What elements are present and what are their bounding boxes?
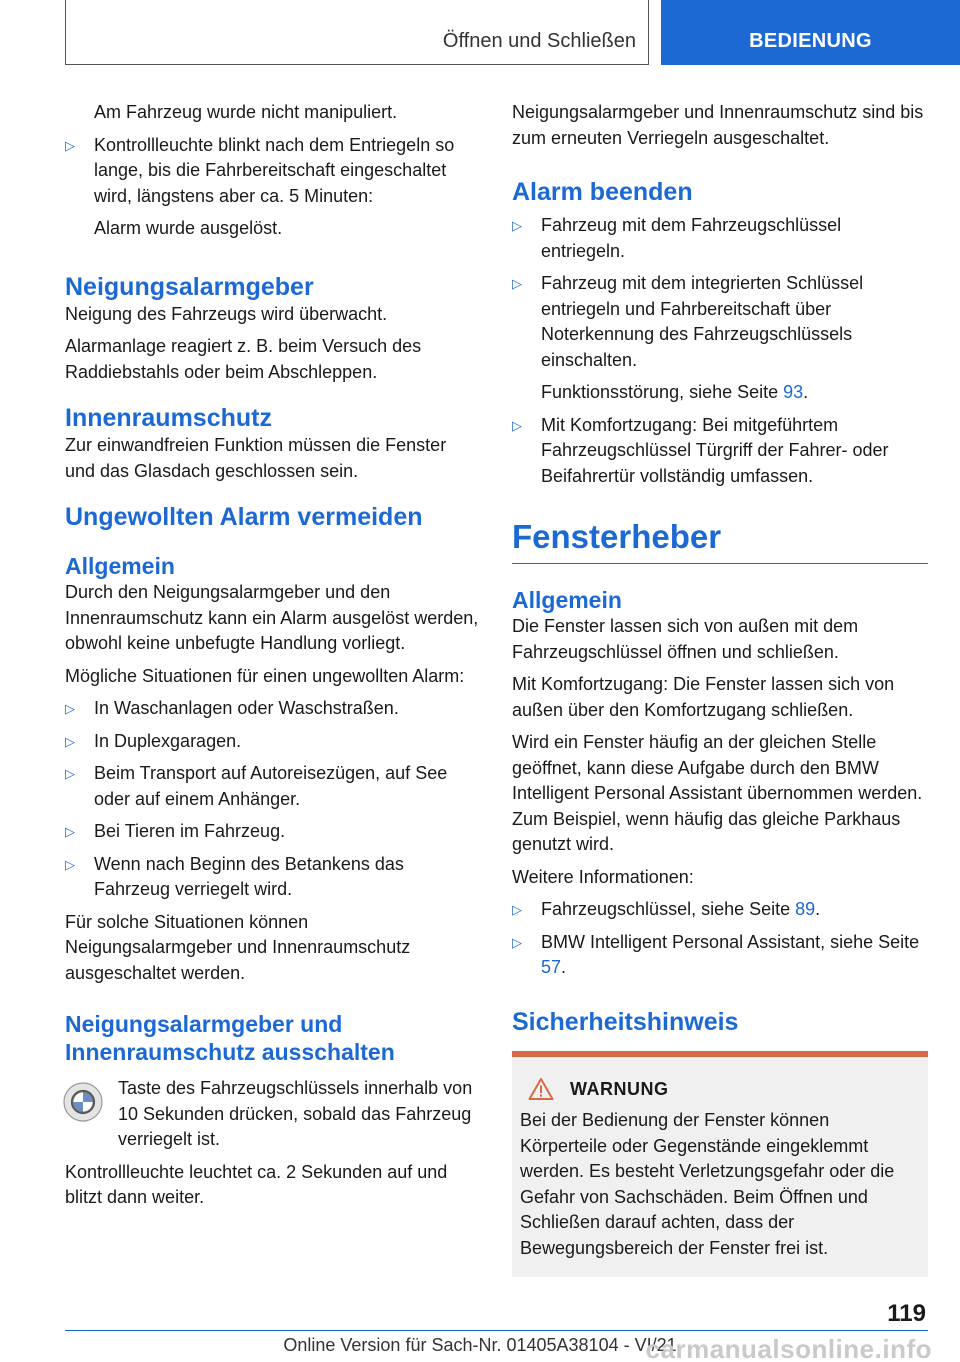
- paragraph: Mit Komfortzugang: Die Fenster lassen sich von außen über den Komfortzugang schließen.: [512, 674, 895, 720]
- list-item-text: Fahrzeugschlüssel, siehe Seite: [541, 899, 796, 919]
- paragraph: Am Fahrzeug wurde nicht manipuliert.: [94, 102, 398, 122]
- paragraph: Neigungsalarmgeber und Innenraumschutz sind bis zum erneuten Verriegeln ausgeschaltet.: [512, 102, 924, 148]
- more-info-list: [512, 897, 928, 981]
- heading-interior-protection: Innenraumschutz: [65, 404, 272, 432]
- triangle-bullet-icon: ▷: [512, 417, 522, 433]
- triangle-bullet-icon: ▷: [512, 218, 522, 233]
- paragraph: Zur einwandfreien Funktion müssen die Fenster und das Glasdach geschlossen sein.: [65, 435, 447, 481]
- heading-end-alarm: Alarm beenden: [512, 178, 693, 206]
- triangle-bullet-icon: ▷: [65, 137, 75, 153]
- page-link-93[interactable]: 93: [783, 382, 804, 402]
- triangle-bullet-icon: ▷: [65, 856, 75, 872]
- list-item: [512, 930, 928, 981]
- list-item-text: Mit Komfortzugang: Bei mitgeführtem Fahrzeugschlüssel Türgriff der Fahrer- oder Beifahrertür vollständig umfassen.: [541, 414, 889, 486]
- page-link-57[interactable]: 57: [541, 957, 562, 977]
- paragraph: Durch den Neigungsalarmgeber und den Innenraumschutz kann ein Alarm ausgelöst werden, obwohl keine unbefugte Handlung vorliegt.: [65, 582, 479, 653]
- paragraph: Weitere Informationen:: [512, 866, 694, 887]
- right-column: [512, 100, 928, 1277]
- heading-deactivate: Neigungsalarmgeber und Innenraumschutz ausschalten: [65, 1011, 395, 1065]
- triangle-bullet-icon: ▷: [512, 934, 522, 950]
- footer-online-version: Online Version für Sach-Nr. 01405A38104 - VI/21: [283, 1335, 677, 1355]
- heading-avoid-unwanted-alarm: Ungewollten Alarm vermeiden: [65, 503, 423, 531]
- warning-text: Bei der Bedienung der Fenster können Körperteile oder Gegenstände eingeklemmt werden. Es besteht Verletzungsgefahr oder die Gefahr von Sachschäden. Beim Öffnen und Schließen darauf achten, dass der Bewegungsbereich der Fenster frei ist.: [520, 1110, 895, 1258]
- heading-tilt-alarm: Neigungsalarmgeber: [65, 272, 314, 301]
- chapter-title: Öffnen und Schließen: [442, 30, 636, 52]
- header-frame: [65, 0, 649, 65]
- paragraph: Taste des Fahrzeugschlüssels innerhalb von 10 Sekunden drücken, sobald das Fahrzeug verriegelt ist.: [118, 1078, 473, 1149]
- list-item-text: Wenn nach Beginn des Betankens das Fahrzeug verriegelt wird.: [94, 853, 404, 899]
- list-item: [65, 852, 480, 903]
- end-alarm-list: [512, 213, 928, 489]
- list-item-text: In Duplexgaragen.: [94, 730, 242, 751]
- page-link-89[interactable]: 89: [795, 899, 816, 919]
- list-item-text: Kontrollleuchte blinkt nach dem Entriegeln so lange, bis die Fahrbereitschaft eingeschaltet wird, längstens aber ca. 5 Minuten:: [94, 134, 455, 206]
- heading-safety-note: Sicherheitshinweis: [512, 1007, 739, 1036]
- paragraph: Für solche Situationen können Neigungsalarmgeber und Innenraumschutz ausgeschaltet werden.: [65, 911, 411, 983]
- left-column: [65, 100, 480, 1218]
- paragraph: Kontrollleuchte leuchtet ca. 2 Sekunden auf und blitzt dann weiter.: [65, 1161, 448, 1207]
- heading-general: Allgemein: [65, 553, 175, 579]
- list-item: [512, 897, 928, 923]
- paragraph: Alarm wurde ausgelöst.: [94, 218, 283, 238]
- paragraph: Alarmanlage reagiert z. B. beim Versuch des Raddiebstahls oder beim Abschleppen.: [65, 336, 422, 382]
- heading-general: Allgemein: [512, 587, 622, 613]
- section-tab[interactable]: [661, 0, 960, 65]
- triangle-bullet-icon: ▷: [512, 902, 522, 917]
- period: .: [561, 957, 567, 977]
- triangle-bullet-icon: ▷: [65, 701, 75, 716]
- cross-reference-text: Funktionsstörung, siehe Seite: [541, 382, 784, 402]
- paragraph: Wird ein Fenster häufig an der gleichen Stelle geöffnet, kann diese Aufgabe durch den BMW Intelligent Personal Assistant übernommen werden. Zum Beispiel, wenn häufig das gleiche Parkhaus genutzt wird.: [512, 732, 923, 854]
- triangle-bullet-icon: ▷: [65, 824, 75, 839]
- list-item: [512, 413, 928, 490]
- list-item: [65, 696, 480, 722]
- bmw-key-button-icon: [63, 1082, 103, 1122]
- section-tab-label: BEDIENUNG: [749, 30, 872, 52]
- watermark: carmanualsonline.info: [645, 1334, 932, 1362]
- list-item-text: In Waschanlagen oder Waschstraßen.: [94, 698, 399, 718]
- list-item-text: Fahrzeug mit dem Fahrzeugschlüssel entriegeln.: [541, 215, 842, 261]
- cross-reference: [541, 380, 928, 406]
- list-item: [65, 761, 480, 812]
- footer-divider: [65, 1330, 928, 1331]
- heading-window-lifters: Fensterheber: [512, 517, 928, 564]
- period: .: [803, 382, 809, 402]
- list-item: [65, 819, 480, 845]
- paragraph: Neigung des Fahrzeugs wird überwacht.: [65, 303, 388, 324]
- triangle-bullet-icon: ▷: [65, 733, 75, 749]
- list-item: [65, 729, 480, 755]
- warning-header: [520, 1077, 920, 1103]
- paragraph: Die Fenster lassen sich von außen mit dem Fahrzeugschlüssel öffnen und schließen.: [512, 616, 859, 662]
- warning-box: [512, 1051, 928, 1278]
- page-number: 119: [887, 1300, 926, 1327]
- paragraph: Mögliche Situationen für einen ungewollten Alarm:: [65, 665, 465, 686]
- list-item: [65, 133, 480, 242]
- list-item-text: Bei Tieren im Fahrzeug.: [94, 821, 286, 841]
- triangle-bullet-icon: ▷: [512, 276, 522, 291]
- situations-list: [65, 696, 480, 903]
- key-instruction: [65, 1076, 480, 1153]
- warning-title: WARNUNG: [570, 1078, 669, 1099]
- list-item-text: Beim Transport auf Autoreisezügen, auf See oder auf einem Anhänger.: [94, 763, 448, 809]
- list-item: [512, 271, 928, 406]
- bullet-list: [65, 133, 480, 242]
- triangle-bullet-icon: ▷: [65, 766, 75, 781]
- warning-triangle-icon: [528, 1077, 554, 1101]
- period: .: [815, 899, 821, 919]
- list-item: [512, 213, 928, 264]
- list-item-text: Fahrzeug mit dem integrierten Schlüssel entriegeln und Fahrbereitschaft über Noterkennung des Fahrzeugschlüssels einschalten.: [541, 273, 864, 370]
- list-item-text: BMW Intelligent Personal Assistant, siehe Seite: [541, 931, 920, 952]
